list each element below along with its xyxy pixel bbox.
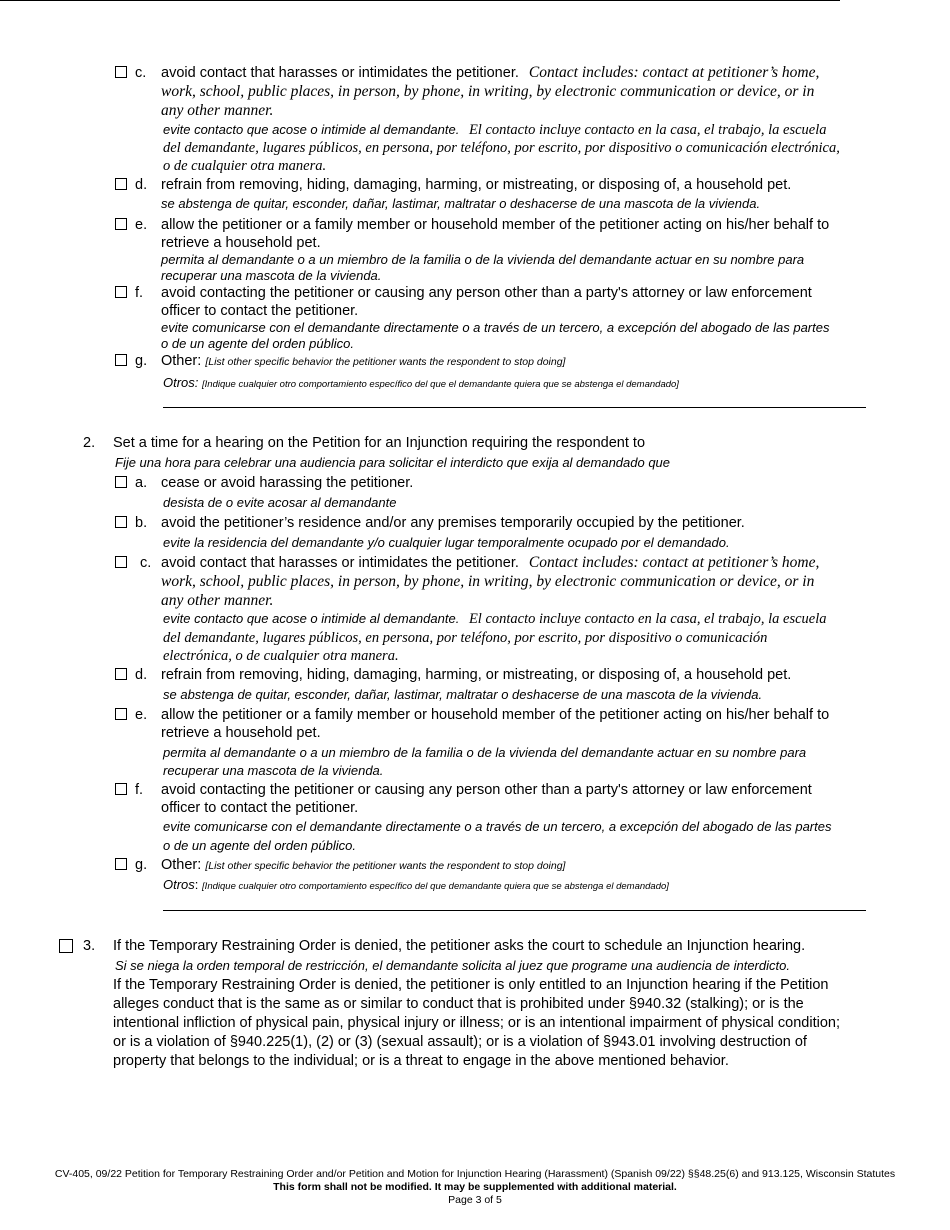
item-text-en: officer to contact the petitioner. xyxy=(161,800,359,816)
item-note-es: del demandante, lugares públicos, en persona, por teléfono, por escrito, por dispositivo o comunicación xyxy=(163,630,768,646)
item-text-en: cease or avoid harassing the petitioner. xyxy=(161,475,414,491)
item-text-en: avoid contact that harasses or intimidates the petitioner. xyxy=(161,555,519,571)
section3-body xyxy=(113,976,840,1071)
item-note-es: [Indique cualquier otro comportamiento específico del que el demandante quiera que se abstenga el demandado] xyxy=(202,379,679,390)
item-letter: c. xyxy=(140,555,152,571)
other-behavior-line[interactable] xyxy=(163,407,866,408)
item-letter: f. xyxy=(135,285,144,301)
item-note-es: El contacto incluye contacto en la casa, el trabajo, la escuela xyxy=(468,122,827,138)
item-text-en: Other: xyxy=(161,857,202,873)
section-heading-es: Fije una hora para celebrar una audiencia para solicitar el interdicto que exija al demandado que xyxy=(115,455,671,470)
item-letter: e. xyxy=(135,707,148,723)
checkbox-2b[interactable] xyxy=(115,516,127,528)
item-text-es: evite la residencia del demandante y/o cualquier lugar temporalmente ocupado por el demandado. xyxy=(163,535,730,550)
item-text-en: avoid the petitioner’s residence and/or any premises temporarily occupied by the petitioner. xyxy=(161,515,745,531)
item-letter: c. xyxy=(135,65,147,81)
item-note-en: any other manner. xyxy=(161,592,274,609)
item-text-es: permita al demandante o a un miembro de la familia o de la vivienda del demandante actuar en su nombre para xyxy=(163,745,807,760)
item-text-en: officer to contact the petitioner. xyxy=(161,303,359,319)
checkbox-1g[interactable] xyxy=(115,354,127,366)
item-text-es: se abstenga de quitar, esconder, dañar, lastimar, maltratar o deshacerse de una mascota de la vivienda. xyxy=(163,687,763,702)
other-behavior-line[interactable] xyxy=(163,910,866,911)
body-line: or is a violation of §940.225(1), (2) or (3) (sexual assault); or is a violation of §943.01 involving destruction of xyxy=(113,1034,807,1050)
top-rule xyxy=(0,0,840,1)
checkbox-2g[interactable] xyxy=(115,858,127,870)
item-text-en: retrieve a household pet. xyxy=(161,235,321,251)
item-letter: f. xyxy=(135,782,144,798)
section-heading-en: If the Temporary Restraining Order is denied, the petitioner asks the court to schedule an Injunction hearing. xyxy=(113,938,806,954)
item-note-en: Contact includes: contact at petitioner’s home, xyxy=(528,554,820,571)
item-note-es: [Indique cualquier otro comportamiento específico del que demandante quiera que se abstenga el demandado] xyxy=(202,881,669,892)
item-letter: b. xyxy=(135,515,148,531)
section-number: 3. xyxy=(83,938,96,954)
item-text-en: Other: xyxy=(161,353,202,369)
item-text-en: avoid contacting the petitioner or causing any person other than a party's attorney or law enforcement xyxy=(161,782,812,798)
section-heading-en: Set a time for a hearing on the Petition for an Injunction requiring the respondent to xyxy=(113,435,646,451)
item-text-es: evite comunicarse con el demandante directamente o a través de un tercero, a excepción del abogado de las partes xyxy=(163,819,832,834)
item-letter: a. xyxy=(135,475,148,491)
body-line: intentional infliction of physical pain, physical injury or illness; or is an intentional impairment of physical condition; xyxy=(113,1015,840,1031)
item-text-es: evite contacto que acose o intimide al demandante. xyxy=(163,611,460,626)
item-text-en: retrieve a household pet. xyxy=(161,725,321,741)
item-text-es: o de un agente del orden público. xyxy=(163,838,356,853)
item-text-en: refrain from removing, hiding, damaging, harming, or mistreating, or disposing of, a household pet. xyxy=(161,667,792,683)
item-text-es: evite comunicarse con el demandante directamente o a través de un tercero, a excepción del abogado de las partes xyxy=(161,320,830,335)
item-note-en: [List other specific behavior the petitioner wants the respondent to stop doing] xyxy=(205,356,566,368)
checkbox-1f[interactable] xyxy=(115,286,127,298)
checkbox-2f[interactable] xyxy=(115,783,127,795)
item-note-es: electrónica, o de cualquier otra manera. xyxy=(163,648,399,664)
modification-notice: This form shall not be modified. It may be supplemented with additional material. xyxy=(273,1181,677,1193)
item-text-en: allow the petitioner or a family member or household member of the petitioner acting on his/her behalf to xyxy=(161,707,830,723)
item-letter: g. xyxy=(135,353,148,369)
checkbox-1c[interactable] xyxy=(115,66,127,78)
body-line: If the Temporary Restraining Order is denied, the petitioner is only entitled to an Injunction hearing if the Petition xyxy=(113,977,829,993)
item-text-es: recuperar una mascota de la vivienda. xyxy=(163,763,384,778)
item-note-en: work, school, public places, in person, by phone, in writing, by electronic communication or device, or in xyxy=(161,83,815,100)
item-note-en: Contact includes: contact at petitioner’s home, xyxy=(528,64,820,81)
item-colon: : xyxy=(194,877,199,892)
checkbox-3[interactable] xyxy=(59,939,73,953)
item-text-en: avoid contact that harasses or intimidates the petitioner. xyxy=(161,65,519,81)
checkbox-1e[interactable] xyxy=(115,218,127,230)
item-letter: d. xyxy=(135,177,148,193)
item-note-en: work, school, public places, in person, by phone, in writing, by electronic communication or device, or in xyxy=(161,573,815,590)
item-note-en: [List other specific behavior the petitioner wants the respondent to stop doing] xyxy=(205,860,566,872)
section-number: 2. xyxy=(83,435,96,451)
item-text-es: Otros xyxy=(163,877,195,892)
item-note-es: o de cualquier otra manera. xyxy=(163,158,327,174)
form-citation: CV-405, 09/22 Petition for Temporary Restraining Order and/or Petition and Motion for Injunction Hearing (Harassment) (Spanish 09/22) §§48.25(6) and 913.125, Wisconsin Statutes xyxy=(54,1168,896,1180)
item-note-en: any other manner. xyxy=(161,102,274,119)
checkbox-2c[interactable] xyxy=(115,556,127,568)
checkbox-2d[interactable] xyxy=(115,668,127,680)
item-text-es: se abstenga de quitar, esconder, dañar, lastimar, maltratar o deshacerse de una mascota de la vivienda. xyxy=(161,196,761,211)
checkbox-2e[interactable] xyxy=(115,708,127,720)
item-letter: d. xyxy=(135,667,148,683)
item-text-es: Otros: xyxy=(163,375,199,390)
checkbox-2a[interactable] xyxy=(115,476,127,488)
item-text-es: desista de o evite acosar al demandante xyxy=(163,495,397,510)
page-number: Page 3 of 5 xyxy=(448,1194,502,1206)
item-text-en: avoid contacting the petitioner or causing any person other than a party's attorney or law enforcement xyxy=(161,285,812,301)
item-note-es: del demandante, lugares públicos, en persona, por teléfono, por escrito, por dispositivo o comunicación electrónica, xyxy=(163,140,840,156)
item-letter: g. xyxy=(135,857,148,873)
item-text-es: evite contacto que acose o intimide al demandante. xyxy=(163,122,460,137)
item-text-en: refrain from removing, hiding, damaging, harming, or mistreating, or disposing of, a household pet. xyxy=(161,177,792,193)
body-line: property that belongs to the individual; or is a threat to engage in the above mentioned behavior. xyxy=(113,1053,729,1069)
section-heading-es: Si se niega la orden temporal de restricción, el demandante solicita al juez que programe una audiencia de interdicto. xyxy=(115,958,790,973)
body-line: alleges conduct that is the same as or similar to conduct that is prohibited under §940.32 (stalking); or is the xyxy=(113,996,804,1012)
item-note-es: El contacto incluye contacto en la casa, el trabajo, la escuela xyxy=(468,611,827,627)
item-text-en: allow the petitioner or a family member or household member of the petitioner acting on his/her behalf to xyxy=(161,217,830,233)
item-text-es: permita al demandante o a un miembro de la familia o de la vivienda del demandante actuar en su nombre para xyxy=(161,252,805,267)
item-text-es: o de un agente del orden público. xyxy=(161,336,354,351)
checkbox-1d[interactable] xyxy=(115,178,127,190)
item-letter: e. xyxy=(135,217,148,233)
item-text-es: recuperar una mascota de la vivienda. xyxy=(161,268,382,283)
